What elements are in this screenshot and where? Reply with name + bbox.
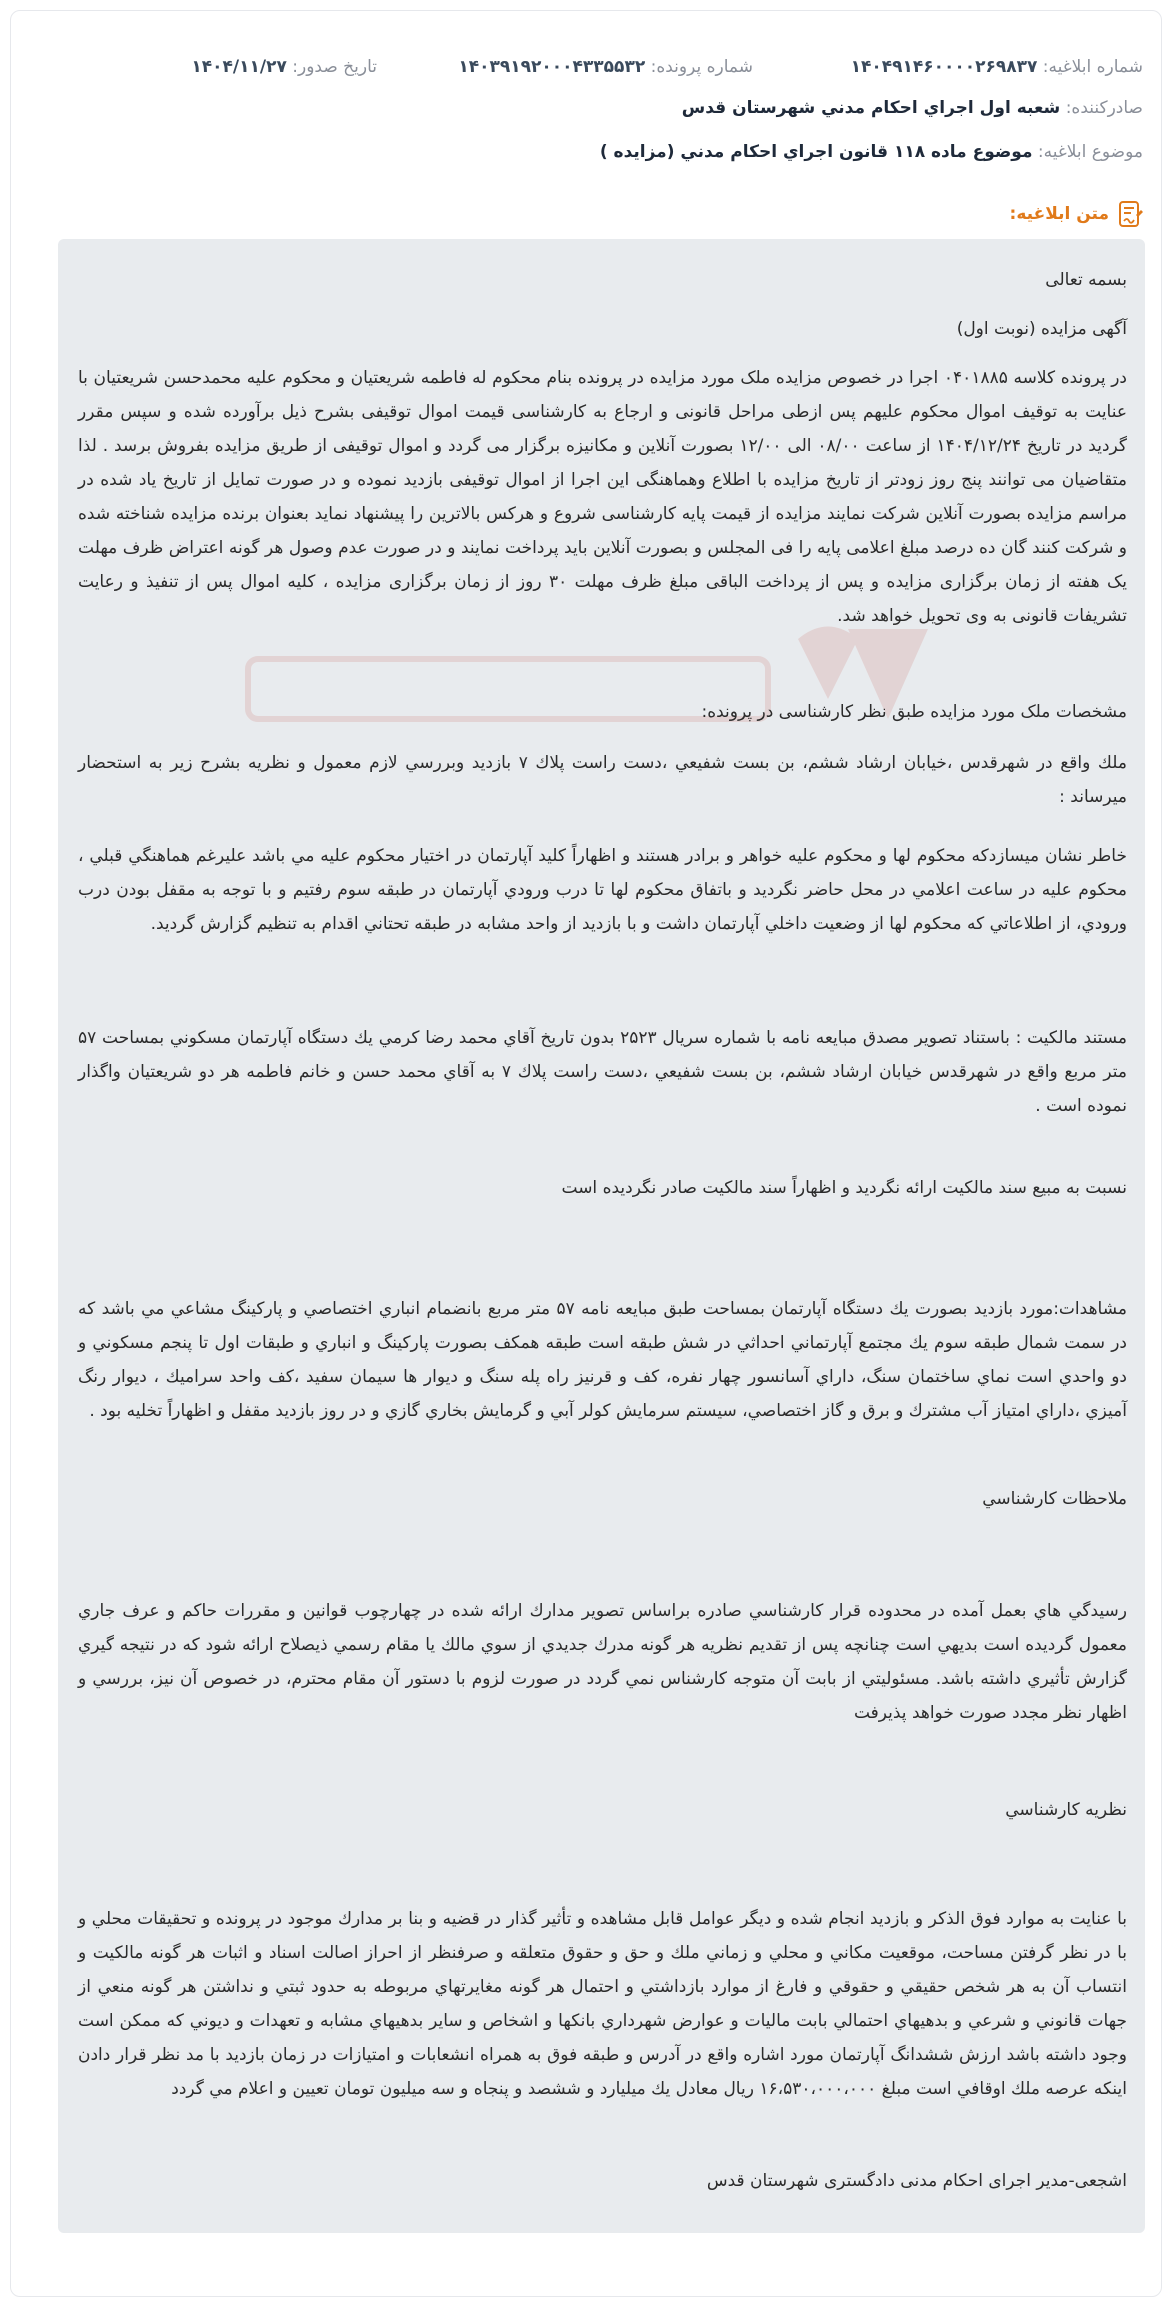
notice-number	[851, 57, 1143, 77]
paragraph-ownership: مستند مالكيت : باستناد تصوير مصدق مبايعه نامه با شماره سريال ۲۵۲۳ بدون تاريخ آقاي محمد رضا كرمي يك دستگاه آپارتمان مسكوني بمساحت ۵۷ متر مربع واقع در شهرقدس خيابان ارشاد ششم، بن بست شفيعي ،دست راست پلاك ۷ به آقاي محمد حسن و خانم فاطمه هر دو شريعتيان واگذار نموده است .	[78, 1028, 1128, 1116]
notice-page	[10, 10, 1162, 2297]
notice-number-label: شماره ابلاغیه:	[1042, 57, 1143, 77]
case-number-value: ۱۴۰۳۹۱۹۲۰۰۰۴۳۳۵۵۳۲	[458, 57, 646, 77]
paragraph-visit-note: خاطر نشان ميسازدكه محكوم لها و محكوم عليه خواهر و برادر هستند و اظهاراً كليد آپارتمان در اختيار محكوم عليه مي باشد عليرغم هماهنگي قبلي ، محكوم عليه در ساعت اعلامي در محل حاضر نگرديد و باتفاق محكوم لها تا درب ورودي آپارتمان در طبقه سوم رفتيم و با توجه به مقفل بودن درب ورودي، از اطلاعاتي كه محكوم لها از وضعيت داخلي آپارتمان داشت و با بازديد از واحد مشابه در طبقه تحتاني اقدام به تنظيم گزارش گرديد.	[78, 846, 1127, 934]
issuer	[682, 98, 1143, 118]
paragraph-remarks: رسيدگي هاي بعمل آمده در محدوده قرار كارشناسي صادره براساس تصوير مدارك ارائه شده در چهارچوب قوانين و مقررات حاكم و عرف جاري معمول گرديده است بديهي است چنانچه پس از تقديم نظريه هر گونه مدرك جديدي از سوي مالك يا مقام رسمي ذيصلاح ارائه شود كه در نتيجه گيري گزارش تأثيري داشته باشد. مسئوليتي از بابت آن متوجه كارشناس نمي گردد در صورت لزوم با دستور آن مقام محترم، در خصوص آن نيز، بررسي و اظهار نظر مجدد صورت خواهد پذيرفت	[78, 1601, 1127, 1723]
bismillah: بسمه تعالی	[1045, 270, 1127, 290]
case-number-label: شماره پرونده:	[650, 57, 753, 77]
paragraph-intro: در پرونده کلاسه ۰۴۰۱۸۸۵ اجرا در خصوص مزایده ملک مورد مزایده در پرونده بنام محکوم له فاطمه شریعتیان و محکوم علیه محمدحسن شریعتیان با عنایت به توقیف اموال محکوم علیهم پس ازطی مراحل قانونی و ارجاع به کارشناسی قیمت اموال توقیفی بشرح ذیل برآورده شده و سپس مقرر گردید در تاریخ ۱۴۰۴/۱۲/۲۴ از ساعت ۰۸/۰۰ الی ۱۲/۰۰ بصورت آنلاین و مکانیزه برگزار می گردد و اموال توقیفی از طریق مزایده بفروش برسد . لذا متقاضیان می توانند پنج روز زودتر از تاریخ مزایده با اطلاع وهماهنگی این اجرا از اموال توقیفی بازدید نموده و در صورت تمایل از تاریخ یاد شده در مراسم مزایده بصورت آنلاین شرکت نمایند مزایده از قیمت پایه کارشناسی شروع و هرکس بالاترین را پیشنهاد نماید بعنوان برنده مزایده شناخته شده و شرکت کنند گان ده درصد مبلغ اعلامی پایه را فی المجلس و بصورت آنلاین باید پرداخت نمایند و در صورت عدم وصول هر گونه اعتراض ظرف مهلت یک هفته از زمان برگزاری مزایده و پس از پرداخت الباقی مبلغ ظرف مهلت ۳۰ روز از زمان برگزاری مزایده ، کلیه اموال پس از تنفیذ و رعایت تشریفات قانونی به وی تحویل خواهد شد.	[78, 368, 1127, 626]
case-number	[458, 57, 753, 77]
document-signature-icon	[1117, 199, 1143, 229]
notice-text-heading-label: متن ابلاغیه:	[1009, 204, 1109, 224]
issuer-value: شعبه اول اجراي احكام مدني شهرستان قدس	[681, 98, 1061, 118]
subject-value: موضوع ماده ۱۱۸ قانون اجراي احكام مدني (مزايده )	[599, 142, 1033, 162]
property-location: ملك واقع در شهرقدس ،خيابان ارشاد ششم، بن بست شفيعي ،دست راست پلاك ۷ بازديد وبررسي لازم معمول و نظريه بشرح زير به استحضار ميرساند :	[78, 753, 1127, 807]
issue-date-value: ۱۴۰۴/۱۱/۲۷	[191, 57, 287, 77]
issuer-label: صادرکننده:	[1065, 98, 1143, 118]
expert-remarks-heading: ملاحظات كارشناسي	[982, 1489, 1127, 1509]
paragraph-observations: مشاهدات:مورد بازديد بصورت يك دستگاه آپارتمان بمساحت طبق مبايعه نامه ۵۷ متر مربع بانضمام انباري اختصاصي و پاركينگ مشاعي مي باشد كه در سمت شمال طبقه سوم يك مجتمع آپارتماني احداثي در شش طبقه است طبقه همكف بصورت پاركينگ و انباري و طبقات اول تا پنجم مسكوني و دو واحدي است نماي ساختمان سنگ، داراي آسانسور چهار نفره، كف و قرنيز راه پله سنگ و ديوار ها سيمان سفيد ،كف واحد سراميك ، ديوار رنگ آميزي ،داراي امتياز آب مشترك و برق و گاز اختصاصي، سيستم سرمايش كولر آبي و گرمايش بخاري گازي و در روز بازديد مقفل و اظهاراً تخليه بود .	[78, 1299, 1127, 1421]
subject	[600, 142, 1143, 162]
notice-text-heading	[1010, 199, 1143, 229]
notice-number-value: ۱۴۰۴۹۱۴۶۰۰۰۰۲۶۹۸۳۷	[850, 57, 1038, 77]
auction-title: آگهی مزایده (نوبت اول)	[956, 319, 1127, 339]
signature-line: اشجعی-مدیر اجرای احکام مدنی دادگستری شهرستان قدس	[706, 2171, 1127, 2191]
expert-opinion-heading: نظريه كارشناسي	[1005, 1800, 1127, 1820]
subject-label: موضوع ابلاغیه:	[1037, 142, 1143, 162]
property-specs-heading: مشخصات ملک مورد مزایده طبق نظر کارشناسی در پرونده:	[701, 702, 1127, 722]
issue-date-label: تاریخ صدور:	[292, 57, 377, 77]
deed-status: نسبت به مبيع سند مالكيت ارائه نگرديد و اظهاراً سند مالكيت صادر نگرديده است	[561, 1178, 1127, 1198]
notice-text-body	[58, 239, 1145, 2233]
paragraph-opinion: با عنايت به موارد فوق الذكر و بازديد انجام شده و ديگر عوامل قابل مشاهده و تأثير گذار در قضيه و بنا بر مدارك موجود در پرونده و تحقيقات محلي و با در نظر گرفتن مساحت، موقعيت مكاني و محلي و زماني ملك و حق و حقوق متعلقه و صرفنظر از احراز اصالت اسناد و اثبات هر گونه مالكيت و انتساب آن به هر شخص حقيقي و حقوقي و فارغ از موارد بازداشتي و احتمال هر گونه مغايرتهاي مربوطه به حدود ثبتي و نداشتن هر گونه منعي از جهات قانوني و شرعي و بدهيهاي احتمالي بابت ماليات و عوارض شهرداري بانكها و اشخاص و ساير بدهيهاي مشابه و تعهدات و ديوني كه ممكن است وجود داشته باشد ارزش ششدانگ آپارتمان مورد اشاره واقع در آدرس و طبقه فوق به همراه انشعابات و امتيازات در زمان بازديد با مد نظر قرار دادن اينكه عرصه ملك اوقافي است مبلغ ۱۶،۵۳۰،۰۰۰،۰۰۰ ريال معادل يك ميلیارد و ششصد و پنجاه و سه ميليون تومان تعيين و اعلام مي گردد	[78, 1909, 1127, 2099]
issue-date	[191, 57, 377, 77]
